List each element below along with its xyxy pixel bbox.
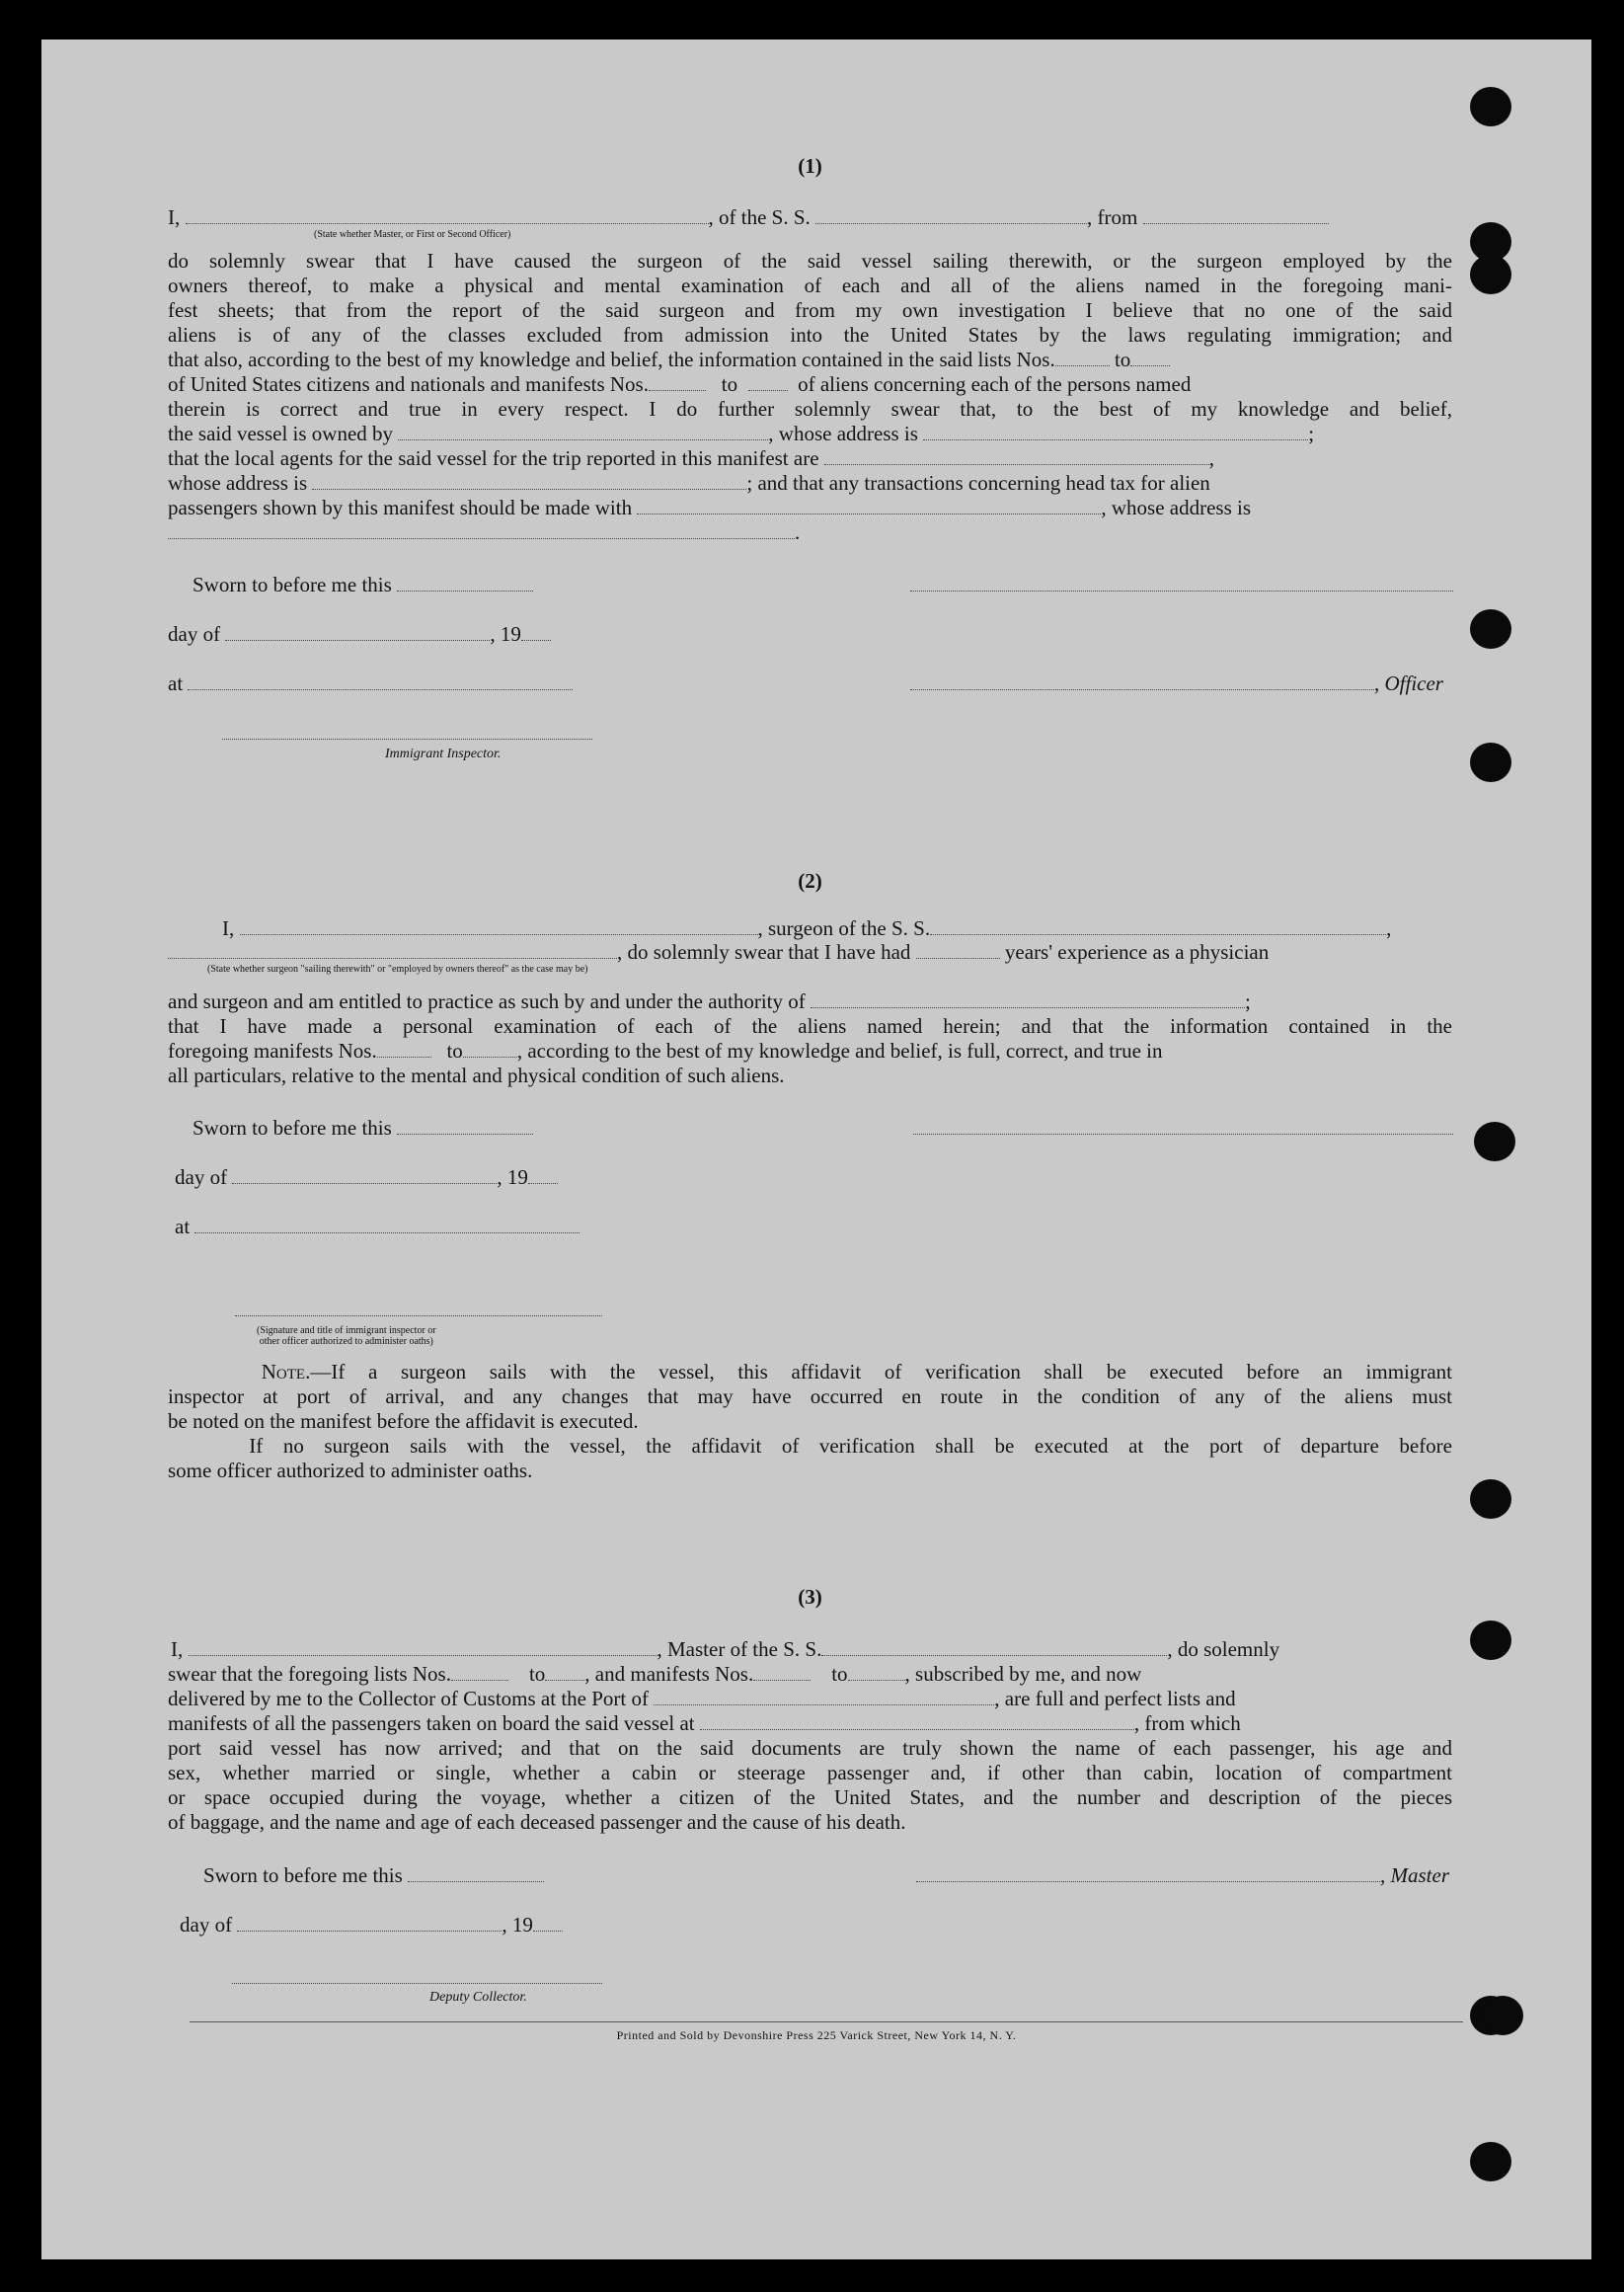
citizens-line: of United States citizens and nationals and manifests Nos. to of aliens concerning each of the persons named [168, 372, 1192, 396]
oath-line: aliens is of any of the classes excluded from admission into the United States by the laws regulating immigration; and [168, 323, 1452, 347]
year-field-2[interactable] [528, 1165, 558, 1184]
manifests-to-field[interactable] [748, 372, 788, 391]
punch-hole [1470, 609, 1511, 649]
day-field-2[interactable] [232, 1165, 497, 1184]
year-field[interactable] [521, 622, 551, 641]
day-field-3[interactable] [237, 1913, 502, 1932]
place-field-2[interactable] [194, 1215, 580, 1233]
year-field-3[interactable] [533, 1913, 563, 1932]
head-tax-address-field[interactable] [168, 520, 795, 539]
correct-line: therein is correct and true in every respect. I do further solemnly swear that, to the best of my knowledge and belief, [168, 397, 1452, 421]
signature-caption: (Signature and title of immigrant inspector or other officer authorized to administer oaths) [257, 1325, 436, 1347]
examination-line: that I have made a personal examination of each of the aliens named herein; and that the information contained in the [168, 1014, 1452, 1038]
lists-line-3: swear that the foregoing lists Nos. to , and manifests Nos. to , subscribed by me, and now [168, 1662, 1142, 1686]
day-field[interactable] [225, 622, 490, 641]
owner-field[interactable] [398, 422, 768, 440]
punch-hole [1470, 1620, 1511, 1660]
note-line: be noted on the manifest before the affidavit is executed. [168, 1409, 639, 1433]
day-of-line-3: day of , 19 [180, 1913, 563, 1937]
master-line: I, , Master of the S. S. , do solemnly [171, 1637, 1280, 1661]
oath-line: owners thereof, to make a physical and mental examination of each and all of the aliens named in the foregoing mani- [168, 274, 1452, 297]
lists-from-field[interactable] [1055, 348, 1110, 366]
declaration-line: sex, whether married or single, whether a cabin or steerage passenger and, if other than cabin, location of compartment [168, 1761, 1452, 1784]
surgeon-caption: (State whether surgeon "sailing therewith" or "employed by owners thereof" as the case may be) [207, 964, 588, 975]
at-line: at [168, 672, 573, 696]
vessel-name-field[interactable] [815, 205, 1087, 224]
note-line: If no surgeon sails with the vessel, the affidavit of verification shall be executed at the port of departure before [249, 1434, 1452, 1458]
owner-address-field[interactable] [923, 422, 1308, 440]
port-field[interactable] [654, 1687, 994, 1705]
punch-hole [1470, 2142, 1511, 2181]
surgeon-name-field[interactable] [240, 916, 758, 935]
lists-line: that also, according to the best of my knowledge and belief, the information contained in the said lists Nos. to [168, 348, 1452, 372]
form-sheet [41, 40, 1591, 2259]
officer-signature-field[interactable] [910, 573, 1453, 592]
surgeon-signature-field[interactable] [913, 1116, 1453, 1135]
inspector-caption: Immigrant Inspector. [385, 747, 502, 761]
note-line: inspector at port of arrival, and any changes that may have occurred en route in the condition of any of the aliens must [168, 1384, 1452, 1408]
day-of-line: day of , 19 [168, 622, 551, 647]
manifests-from-field[interactable] [649, 372, 706, 391]
note-label: Note. [261, 1360, 311, 1383]
agents-line: that the local agents for the said vessel for the trip reported in this manifest are , [168, 446, 1215, 470]
punch-hole [1470, 1479, 1511, 1519]
master-vessel-field[interactable] [821, 1637, 1167, 1656]
surgeon-vessel-field[interactable] [930, 916, 1386, 935]
declaration-line: of baggage, and the name and age of each deceased passenger and the cause of his death. [168, 1810, 906, 1834]
master-signature-field[interactable] [916, 1863, 1380, 1882]
sworn-line: Sworn to before me this [193, 573, 533, 597]
master-name-field[interactable] [189, 1637, 657, 1656]
boarding-port-field[interactable] [700, 1711, 1134, 1730]
at-line-2: at [175, 1215, 580, 1239]
sworn-line-2: Sworn to before me this [193, 1116, 533, 1141]
agents-field[interactable] [824, 446, 1209, 465]
authority-line: and surgeon and am entitled to practice as such by and under the authority of ; [168, 989, 1251, 1013]
manifests-to-field-2[interactable] [463, 1039, 517, 1058]
head-tax-address-line: . [168, 520, 1452, 545]
manifests-from-field-3[interactable] [753, 1662, 811, 1681]
day-of-line-2: day of , 19 [175, 1165, 558, 1190]
note-line: some officer authorized to administer oaths. [168, 1459, 533, 1482]
declaration-line: or space occupied during the voyage, whether a citizen of the United States, and the number and description of the pieces [168, 1785, 1452, 1809]
officer-caption: (State whether Master, or First or Second Officer) [314, 229, 511, 240]
collector-line: delivered by me to the Collector of Customs at the Port of , are full and perfect lists and [168, 1687, 1236, 1710]
section-1-number: (1) [798, 154, 822, 178]
officer-field[interactable] [910, 672, 1374, 690]
footer-rule [190, 2021, 1463, 2022]
particulars-line: all particulars, relative to the mental and physical condition of such aliens. [168, 1064, 785, 1087]
master-signature-line: , Master [916, 1863, 1449, 1888]
sworn-date-field-3[interactable] [408, 1863, 544, 1882]
deputy-signature-field[interactable] [232, 1965, 602, 1984]
officer-signature-line: , Officer [910, 672, 1443, 696]
punch-hole [1470, 743, 1511, 782]
note-line: Note.—If a surgeon sails with the vessel, this affidavit of verification shall be executed before an immigrant [261, 1360, 1453, 1383]
punch-hole [1470, 87, 1511, 126]
agent-address-field[interactable] [312, 471, 746, 490]
inspector-signature-field-2[interactable] [235, 1298, 602, 1316]
surgeon-type-field[interactable] [168, 940, 617, 959]
section-3-number: (3) [798, 1585, 822, 1609]
officer-name-field[interactable] [186, 205, 709, 224]
experience-line: , do solemnly swear that I have had years' experience as a physician [168, 940, 1452, 965]
manifests-from-field-2[interactable] [377, 1039, 431, 1058]
sworn-date-field-2[interactable] [397, 1116, 533, 1135]
head-tax-agent-field[interactable] [637, 496, 1101, 514]
surgeon-line: I, , surgeon of the S. S. , [222, 916, 1392, 940]
authority-field[interactable] [811, 989, 1245, 1008]
years-field[interactable] [916, 940, 1000, 959]
punch-hole [1474, 1122, 1515, 1161]
punch-hole [1470, 255, 1511, 294]
sworn-date-field[interactable] [397, 573, 533, 592]
printer-imprint: Printed and Sold by Devonshire Press 225 Varick Street, New York 14, N. Y. [616, 2028, 1017, 2042]
deputy-caption: Deputy Collector. [429, 1990, 527, 2005]
manifests-to-field-3[interactable] [848, 1662, 905, 1681]
declaration-line: port said vessel has now arrived; and that on the said documents are truly shown the name of each passenger, his age and [168, 1736, 1452, 1760]
lists-from-field-3[interactable] [451, 1662, 508, 1681]
head-tax-line: passengers shown by this manifest should be made with , whose address is [168, 496, 1252, 519]
officer-line: I, , of the S. S. , from [168, 205, 1452, 230]
lists-to-field[interactable] [1130, 348, 1170, 366]
from-port-field[interactable] [1143, 205, 1329, 224]
section-2-number: (2) [798, 869, 822, 893]
inspector-signature-field[interactable] [222, 721, 592, 740]
lists-to-field-3[interactable] [545, 1662, 584, 1681]
foregoing-line: foregoing manifests Nos. to , according to the best of my knowledge and belief, is full, correct, and true in [168, 1039, 1163, 1063]
boarded-line: manifests of all the passengers taken on board the said vessel at , from which [168, 1711, 1241, 1735]
owned-line: the said vessel is owned by , whose address is ; [168, 422, 1315, 445]
oath-line: do solemnly swear that I have caused the surgeon of the said vessel sailing therewith, or the surgeon employed by the [168, 249, 1452, 273]
oath-line: fest sheets; that from the report of the said surgeon and from my own investigation I believe that no one of the said [168, 298, 1452, 322]
agent-address-line: whose address is ; and that any transactions concerning head tax for alien [168, 471, 1210, 495]
place-field[interactable] [188, 672, 573, 690]
sworn-line-3: Sworn to before me this [203, 1863, 544, 1888]
